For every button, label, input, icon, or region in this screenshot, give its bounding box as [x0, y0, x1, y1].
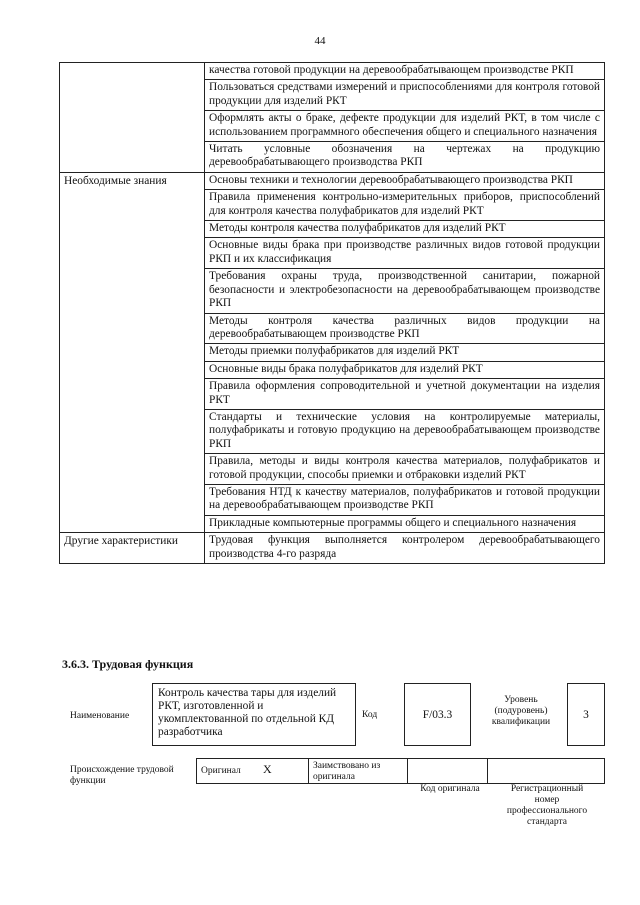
table-row — [60, 172, 605, 189]
requirement-item: Оформлять акты о браке, дефекте продукции для изделий РКТ, в том числе с использованием программного обеспечения общего и специального назначения — [205, 111, 605, 142]
requirement-item: Основные виды брака полуфабрикатов для изделий РКТ — [205, 361, 605, 378]
borrowed-label: Заимствовано из оригинала — [313, 761, 381, 782]
origin-label: Происхождение трудовой функции — [70, 765, 174, 786]
reg-number-cell — [488, 759, 604, 783]
qualification-level-box: 3 — [567, 683, 605, 746]
requirement-item: Читать условные обозначения на чертежах на продукцию деревообрабатывающего производства РКП — [205, 142, 605, 173]
original-label: Оригинал — [201, 766, 241, 776]
requirement-item: Методы контроля качества полуфабрикатов для изделий РКТ — [205, 221, 605, 238]
original-code-cell — [408, 759, 488, 783]
table-row — [60, 63, 605, 80]
code-label: Код — [362, 710, 378, 720]
requirements-table — [59, 62, 605, 564]
requirement-item: Основные виды брака при производстве различных видов готовой продукции РКП и их классификация — [205, 238, 605, 269]
requirement-item: Стандарты и технические условия на контролируемые материалы, полуфабрикаты и готовую продукцию на деревообрабатывающем производстве РКП — [205, 409, 605, 453]
requirement-item: Требования охраны труда, производственной санитарии, пожарной безопасности и электробезопасности на деревообрабатывающем производстве РКП — [205, 269, 605, 313]
requirement-item: Методы контроля качества различных видов продукции на деревообрабатывающем производстве РКП — [205, 313, 605, 344]
category-cell: Другие характеристики — [60, 533, 205, 564]
borrowed-cell — [309, 759, 408, 783]
requirement-item: Правила, методы и виды контроля качества материалов, полуфабрикатов и готовой продукции, способы приемки и отбраковки изделий РКТ — [205, 454, 605, 485]
original-code-label: Код оригинала — [420, 784, 480, 794]
reg-number-label: Регистрационный номер профессионального стандарта — [506, 784, 588, 827]
category-cell — [60, 63, 205, 173]
name-label: Наименование — [70, 711, 130, 721]
requirement-item: качества готовой продукции на деревообрабатывающем производстве РКП — [205, 63, 605, 80]
table-row — [60, 533, 605, 564]
requirements-body — [60, 63, 605, 564]
requirement-item: Пользоваться средствами измерений и приспособлениями для контроля готовой продукции для изделий РКТ — [205, 80, 605, 111]
requirement-item: Требования НТД к качеству материалов, полуфабрикатов и готовой продукции на деревообрабатывающем производстве РКП — [205, 484, 605, 515]
requirement-item: Правила применения контрольно-измерительных приборов, приспособлений для контроля качества полуфабрикатов для изделий РКТ — [205, 190, 605, 221]
category-cell: Необходимые знания — [60, 172, 205, 532]
page-number: 44 — [314, 35, 326, 47]
original-cell — [197, 759, 309, 783]
requirement-item: Прикладные компьютерные программы общего и специального назначения — [205, 515, 605, 532]
section-heading: 3.6.3. Трудовая функция — [62, 657, 194, 671]
requirement-item: Правила оформления сопроводительной и учетной документации на изделия РКТ — [205, 379, 605, 410]
qualification-level-label: Уровень (подуровень) квалификации — [491, 695, 551, 727]
original-mark: X — [263, 762, 272, 776]
function-name-box: Контроль качества тары для изделий РКТ, изготовленной и укомплектованной по отдельной КД разработчика — [152, 683, 356, 746]
requirement-item: Методы приемки полуфабрикатов для изделий РКТ — [205, 344, 605, 361]
code-value-box: F/03.3 — [404, 683, 471, 746]
requirement-item: Трудовая функция выполняется контролером деревообрабатывающего производства 4-го разряда — [205, 533, 605, 564]
requirement-item: Основы техники и технологии деревообрабатывающего производства РКП — [205, 172, 605, 189]
origin-row — [196, 758, 605, 784]
